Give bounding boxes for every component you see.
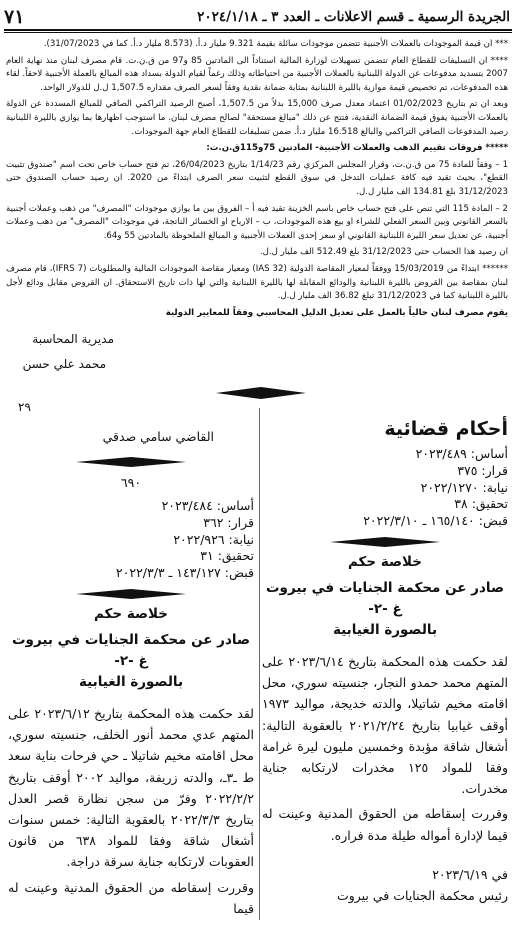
case-field-label: قبض — [228, 565, 254, 581]
note-4-heading: ***** فروقات تقييم الذهب والعملات الأجنبية- المادتين 75و115ق.ن.ت: — [206, 143, 508, 154]
case-field-value: ٣٨ — [454, 496, 468, 512]
case-field-value: ٢٠٢٢/٩٢٦ — [173, 531, 225, 547]
case-field: نيابة: ٢٠٢٢/٩٢٦ — [173, 531, 254, 547]
page-header — [4, 6, 510, 28]
note-4-item-1: 1 – وفقاً للمادة 75 من ق.ن.ت، وقرار المجلس المركزي رقم 1/14/23 بتاريخ 26/04/2023، تم فتح حساب خاص تحت اسم "صندوق تثبيت القطع"، بحيث تقيد فيه كافة عمليات التدخل في سوق القطع لتثبيت سعر الصرف ابتداءً من 2020. ان رصيد حساب الصندوق حتى 31/12/2023 بلغ 134.81 الف مليار ل.ل. — [6, 159, 509, 197]
court-mode: بالصورة الغيابية — [332, 621, 438, 638]
note-5: ****** ابتداءً من 15/03/2019 ووفقاً لمعيار المقاصة الدولية (IAS 32) ومعيار مقاصة الموجودات المالية والمطلوبات (IFRS 7)، قام مصرف لبنان بمقاصة بين القروض بالليرة اللبنانية والودائع المقابلة لها بالليرة اللبنانية والتي لها ذات تاريخ الاستحقاق. ان القروض مقابل ودائع لأجل بالليرة اللبنانية كما في 31/12/2023 تبلغ 36.82 الف مليار ل.ل. — [6, 263, 508, 302]
page-number: ٧١ — [4, 6, 25, 28]
case-field-label: قبض — [482, 513, 508, 529]
header-rule — [4, 29, 512, 31]
case-fields-right — [262, 446, 508, 530]
court-name: صادر عن محكمة الجنايات في بيروت غ -٢- — [11, 631, 250, 669]
judgment-column-right — [262, 408, 508, 906]
case-field-label: قرار — [485, 462, 508, 478]
judgment-column-left — [8, 408, 254, 919]
case-field-value: ٢٠٢٢/١٢٧٠ — [420, 479, 479, 495]
case-field-label: تحقيق — [475, 496, 508, 512]
header-rule-thin — [4, 32, 512, 33]
case-field-value: ٢٠٢٣/٤٨٩ — [415, 446, 467, 461]
case-field: تحقيق: ٣١ — [200, 548, 254, 564]
case-field: قرار: ٣٧٥ — [457, 462, 508, 478]
case-field-label: نيابة — [232, 531, 254, 547]
column-divider — [259, 408, 260, 920]
section-title: أحكام قضائية — [384, 418, 508, 440]
ad-number: ٦٩٠ — [120, 475, 142, 490]
note-1: *** ان قيمة الموجودات بالعملات الأجنبية تتضمن موجودات سائلة بقيمة 9.321 مليار د.أ. (8.573 مليار د.أ. كما في 31/07/2023). — [43, 39, 508, 49]
case-field: قرار: ٣٦٢ — [203, 514, 254, 530]
case-field-value: ٣٧٥ — [457, 462, 478, 478]
note-2: **** ان التسليفات للقطاع العام تتضمن تسهيلات لوزارة المالية استناداً الى المادتين 85 و97 من ق.ن.ت. قام مصرف لبنان منذ نهاية العام 2007 بتسديد مدفوعات عن الدولة اللبنانية بالعملات الأجنبية من احتياطاته وذلك رغماً لقيام الدولة بسداد هذه المبالغ بالعملة الأجنبية لاحقاً. لقاء هذه المدفوعات، تم تخصيص قيمة موازية بالليرة اللبنانية بمثابة ضمانة نقدية وفقاً لسعر الصرف مقداره 1,507.5 ل.ل للدولار الواحد. — [6, 55, 508, 93]
case-field-value: ١٦٥/١٤٠ ـ ٢٠٢٢/٣/١٠ — [363, 513, 475, 529]
case-field: قبض: ١٦٥/١٤٠ ـ ٢٠٢٢/٣/١٠ — [363, 513, 508, 529]
court-president: رئيس محكمة الجنايات في بيروت — [336, 888, 508, 904]
judge-name: القاضي سامي صدقي — [102, 429, 214, 444]
judgment-body: لقد حكمت هذه المحكمة بتاريخ ٢٠٢٣/٦/١٤ على المتهم محمد حمدو النجار، جنسيته سوري، محل اقامته مخيم شاتيلا، والدته خديجة، مواليد ١٩٧٣ أوقف غيابيا بتاريخ ٢٠٢١/٢/٢٤ بالعقوبة التالية: أشغال شاقة مؤبدة وخمسين مليون ليرة غرامة وفقا للمواد ١٢٥ مخدرات لارتكابه جناية مخدرات. — [262, 653, 509, 797]
section-separator — [10, 386, 506, 400]
signature-department: مديرية المحاسبة — [32, 332, 114, 346]
case-field-value: ١٤٣/١٢٧ ـ ٢٠٢٢/٣/٣ — [115, 565, 221, 581]
case-fields-left — [8, 498, 254, 582]
summary-heading: خلاصة حكم — [347, 553, 423, 570]
note-4-item-2: 2 – المادة 115 التي تنص على فتح حساب خاص باسم الخزينة تقيد فيه أ – الفروق بين ما يوازي موجودات "المصرف" من ذهب وعملات أجنبية بالسعر القانوني وبين السعر الفعلي للشراء او بيع هذه الموجودات، ب – الارباح او الخسائر الناتجة، في موجودات "المصرف" من ذهب وعملات أجنبية، عن تعديل سعر الليرة اللبنانية القانوني او سعر إحدى العملات الأجنبية و المبالغ الملحوظة بالمادتين 55 و64. — [6, 203, 508, 241]
judgment-decision: وقررت إسقاطه من الحقوق المدنية وعينت له قيما لإدارة أمواله طيلة مدة فراره. — [262, 806, 508, 843]
case-field-value: ٣١ — [200, 548, 214, 564]
court-mode: بالصورة الغيابية — [78, 673, 184, 690]
closing-statement: يقوم مصرف لبنان حالياً بالعمل على تعديل الدليل المحاسبي وفقاً للمعايير الدولية — [165, 307, 508, 318]
judgment-decision: وقررت إسقاطه من الحقوق المدنية وعينت له قيما — [8, 879, 254, 916]
judgment-body: لقد حكمت هذه المحكمة بتاريخ ٢٠٢٣/٦/١٢ على المتهم عدي محمد أنور الخلف، جنسيته سوري، محل اقامته مخيم شاتيلا ـ حي فرحات بناية سعد ط ـ٣ـ، والدته زريفة، مواليد ٢٠٠٢ أوقف بتاريخ ٢٠٢٢/٢/٢ وفرّ من سجن نظارة قصر العدل بتاريخ ٢٠٢٢/٣/٣ بالعقوبة التالية: خمس سنوات أشغال شاقة وفقا للمواد ٦٣٨ من قانون العقوبات لارتكابه جناية سرقة دراجة. — [8, 705, 255, 870]
case-field: أساس: ٢٠٢٣/٤٨٤ — [161, 498, 254, 513]
case-field-label: أساس — [220, 498, 254, 513]
court-name: صادر عن محكمة الجنايات في بيروت غ -٢- — [265, 579, 504, 617]
case-field-label: أساس — [474, 446, 508, 461]
gazette-title: الجريدة الرسمية ـ قسم الاعلانات ـ العدد ٣ ـ ٢٠٢٤/١/١٨ — [197, 9, 510, 25]
case-field-label: تحقيق — [221, 548, 254, 564]
case-field-label: قرار — [231, 514, 254, 530]
ad-number-right: ٢٩ — [18, 400, 31, 414]
ornament-icon — [76, 588, 186, 600]
case-field: نيابة: ٢٠٢٢/١٢٧٠ — [420, 479, 508, 495]
case-field: أساس: ٢٠٢٣/٤٨٩ — [415, 446, 508, 461]
financial-notes — [6, 38, 508, 323]
note-4-item-3: ان رصيد هذا الحساب حتى 31/12/2023 بلغ 512.49 الف مليار ل.ل. — [259, 247, 508, 258]
judgment-date: في ٢٠٢٣/٦/١٩ — [432, 866, 508, 882]
case-field-value: ٣٦٢ — [203, 514, 224, 530]
summary-heading: خلاصة حكم — [93, 605, 169, 622]
signature-name: محمد علي حسن — [22, 357, 106, 371]
note-3: وبعد ان تم بتاريخ 01/02/2023 اعتماد معدل صرف 15,000 بدلاً من 1,507.5، أصبح الرصيد التراكمي الصافي للمبالغ المسددة عن الدولة بالعملات الأجنبية يفوق قيمة الضمانة النقدية، فتتج عن ذلك "مبالغ مستحقة" لصالح مصرف لبنان. ما استوجب اظهارها بما يوازي بالليرة اللبنانية رصيد المدفوعات الصافي التراكمي والبالغ 16.518 مليار د.أ. ضمن تسليفات للقطاع العام جهة الموجودات. — [6, 99, 508, 137]
ornament-icon — [330, 536, 440, 548]
case-field-value: ٢٠٢٣/٤٨٤ — [161, 498, 213, 513]
case-field: تحقيق: ٣٨ — [454, 496, 508, 512]
ornament-icon — [216, 386, 306, 400]
case-field-label: نيابة — [486, 479, 508, 495]
case-field: قبض: ١٤٣/١٢٧ ـ ٢٠٢٢/٣/٣ — [115, 565, 254, 581]
ornament-icon — [76, 456, 186, 468]
